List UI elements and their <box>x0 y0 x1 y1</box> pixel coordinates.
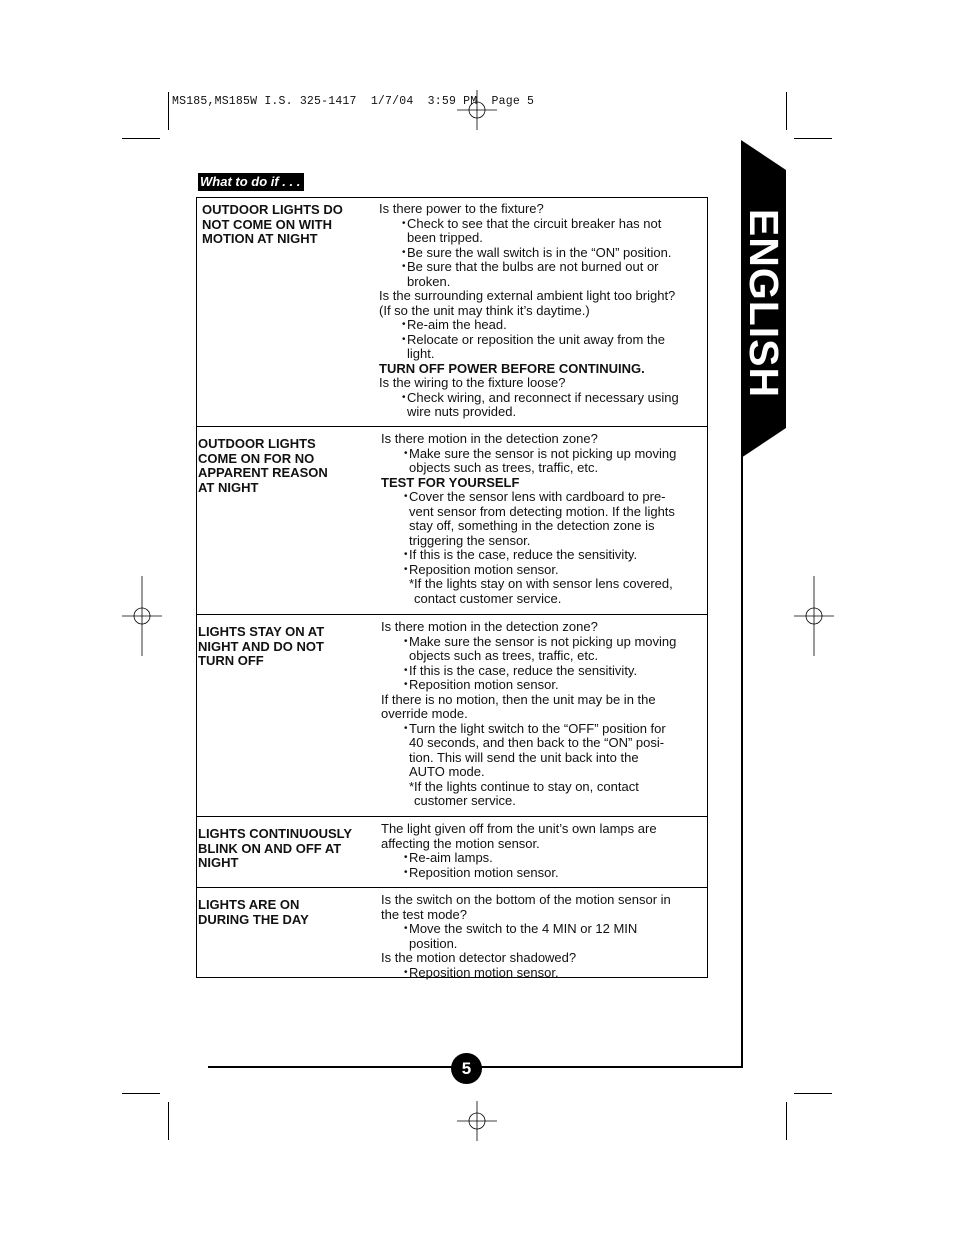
crop-mark <box>794 1093 832 1094</box>
problem-condition <box>197 427 377 614</box>
solution-line: 40 seconds, and then back to the “ON” posi- <box>409 735 665 750</box>
bullet-item: • Be sure the wall switch is in the “ON” position. <box>379 246 705 261</box>
table-row <box>197 816 707 887</box>
solution-line: (If so the unit may think it’s daytime.) <box>379 302 590 318</box>
table-row <box>197 614 707 816</box>
solution-line: Is there power to the fixture? <box>379 201 544 216</box>
solution-line: contact customer service. <box>414 590 562 606</box>
language-tab-label <box>741 208 787 398</box>
solution-line: the test mode? <box>381 906 467 922</box>
solution-text <box>377 817 707 887</box>
crop-mark <box>786 1102 787 1140</box>
solution-text <box>377 427 707 614</box>
solution-line: affecting the motion sensor. <box>381 835 540 851</box>
crop-mark <box>122 1093 160 1094</box>
crop-mark <box>168 1102 169 1140</box>
condition-line: AT NIGHT <box>198 479 259 495</box>
condition-line: COME ON FOR NO <box>198 450 315 466</box>
condition-line: OUTDOOR LIGHTS <box>198 436 316 451</box>
bullet-item: • If this is the case, reduce the sensitivity. <box>381 664 705 679</box>
condition-line: OUTDOOR LIGHTS DO <box>202 202 343 217</box>
language-tab-text: ENGLISH <box>741 208 787 398</box>
problem-condition <box>197 888 377 977</box>
condition-line: APPARENT REASON <box>198 465 328 480</box>
solution-line: If there is no motion, then the unit may be in the <box>381 691 656 707</box>
solution-line: broken. <box>407 273 451 289</box>
bullet-item: • Check wiring, and reconnect if necessary using <box>379 391 705 406</box>
condition-line: NIGHT AND DO NOT <box>198 638 324 654</box>
crop-mark <box>168 92 169 130</box>
bullet-item: • Reposition motion sensor. <box>381 678 705 693</box>
table-row <box>197 426 707 614</box>
bullet-item: • Reposition motion sensor. <box>381 966 705 981</box>
solution-line: Is the switch on the bottom of the motion sensor in <box>381 892 671 907</box>
registration-mark-icon <box>122 576 162 656</box>
bullet-item: • Make sure the sensor is not picking up moving <box>381 635 705 650</box>
solution-line: objects such as trees, traffic, etc. <box>409 460 599 475</box>
solution-text <box>377 615 707 816</box>
solution-line: customer service. <box>414 793 516 808</box>
crop-mark <box>794 138 832 139</box>
warning-text: TURN OFF POWER BEFORE CONTINUING. <box>379 360 645 376</box>
solution-line: been tripped. <box>407 230 483 245</box>
solution-line: wire nuts provided. <box>407 404 517 419</box>
solution-line: tion. This will send the unit back into the <box>409 749 639 765</box>
registration-mark-icon <box>794 576 834 656</box>
solution-line: stay off, something in the detection zone is <box>409 518 655 533</box>
table-row <box>197 887 707 980</box>
bullet-item: • Move the switch to the 4 MIN or 12 MIN <box>381 922 705 937</box>
crop-mark <box>786 92 787 130</box>
solution-line: vent sensor from detecting motion. If the lights <box>409 503 675 519</box>
troubleshooting-table <box>196 197 708 978</box>
warning-text: TEST FOR YOURSELF <box>381 474 520 490</box>
table-row <box>197 198 707 426</box>
registration-mark-icon <box>457 90 497 130</box>
problem-condition <box>197 615 377 816</box>
condition-line: LIGHTS ARE ON <box>198 897 300 912</box>
solution-line: override mode. <box>381 706 468 721</box>
bullet-item: • Turn the light switch to the “OFF” position for <box>381 722 705 737</box>
condition-line: LIGHTS STAY ON AT <box>198 624 325 639</box>
solution-line: Is the motion detector shadowed? <box>381 950 577 965</box>
bullet-item: • Make sure the sensor is not picking up moving <box>381 447 705 462</box>
solution-line: Is the wiring to the fixture loose? <box>379 375 566 390</box>
solution-line: Is the surrounding external ambient light too bright? <box>379 288 676 303</box>
bullet-item: • Check to see that the circuit breaker has not <box>379 217 705 232</box>
bullet-item: • Cover the sensor lens with cardboard to pre- <box>381 490 705 505</box>
solution-text <box>377 198 707 426</box>
solution-line: light. <box>407 346 435 361</box>
condition-line: MOTION AT NIGHT <box>202 231 318 246</box>
registration-mark-icon <box>457 1101 497 1141</box>
condition-line: NIGHT <box>198 855 239 870</box>
bullet-item: • Relocate or reposition the unit away from the <box>379 333 705 348</box>
condition-line: BLINK ON AND OFF AT <box>198 840 342 856</box>
problem-condition <box>197 817 377 887</box>
solution-line: AUTO mode. <box>409 764 485 779</box>
solution-line: Is there motion in the detection zone? <box>381 431 598 446</box>
bullet-item: • Reposition motion sensor. <box>381 563 705 578</box>
solution-line: objects such as trees, traffic, etc. <box>409 648 599 663</box>
bullet-item: • Re-aim the head. <box>379 318 705 333</box>
solution-line: position. <box>409 935 458 951</box>
solution-line: *If the lights continue to stay on, contact <box>409 778 639 794</box>
section-heading: What to do if . . . <box>198 173 304 191</box>
solution-line: The light given off from the unit’s own lamps are <box>381 821 657 836</box>
bullet-item: • If this is the case, reduce the sensitivity. <box>381 548 705 563</box>
tab-rule <box>741 456 743 1068</box>
condition-line: TURN OFF <box>198 653 264 668</box>
print-slug: MS185,MS185W I.S. 325-1417 1/7/04 3:59 PM Page 5 <box>172 95 535 108</box>
bullet-item: • Be sure that the bulbs are not burned out or <box>379 260 705 275</box>
crop-mark <box>122 138 160 139</box>
solution-line: triggering the sensor. <box>409 532 531 548</box>
condition-line: NOT COME ON WITH <box>202 216 332 232</box>
solution-line: *If the lights stay on with sensor lens covered, <box>409 576 673 591</box>
condition-line: LIGHTS CONTINUOUSLY <box>198 826 353 841</box>
bullet-item: • Re-aim lamps. <box>381 851 705 866</box>
page-number: 5 <box>451 1053 482 1084</box>
bullet-item: • Reposition motion sensor. <box>381 866 705 881</box>
solution-text <box>377 888 707 980</box>
condition-line: DURING THE DAY <box>198 911 309 927</box>
solution-line: Is there motion in the detection zone? <box>381 619 598 634</box>
problem-condition <box>197 198 377 426</box>
